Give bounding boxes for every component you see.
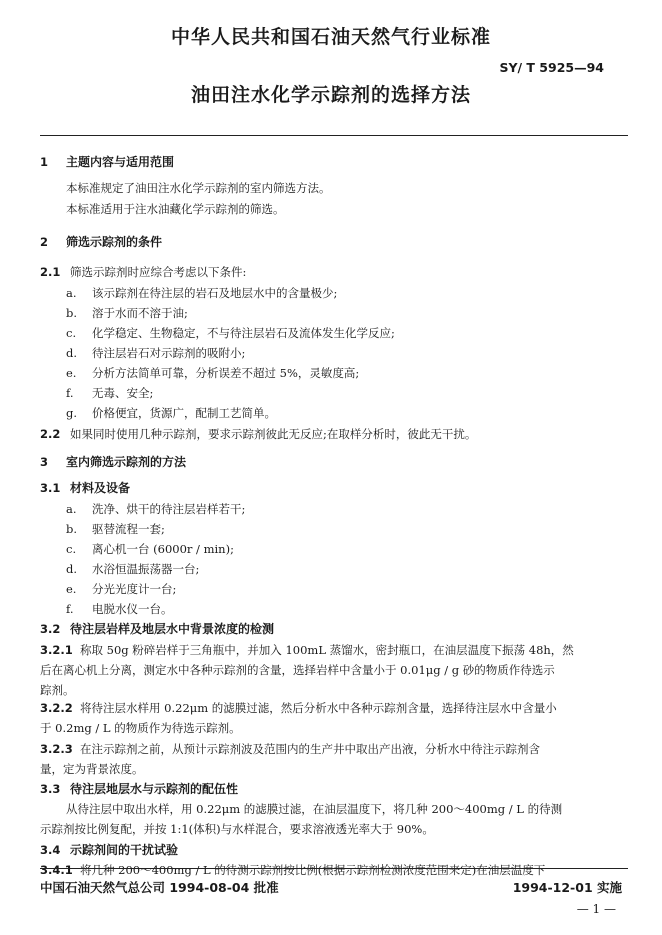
clause-number: 3.3 — [40, 782, 61, 796]
clause-text: 踪剂。 — [40, 683, 75, 697]
clause-number: b. — [66, 522, 78, 536]
clause-text: 将待注层水样用 0.22μm 的滤膜过滤，然后分析水中各种示踪剂含量，选择待注层水中含量小 — [80, 701, 557, 715]
clause-number: e. — [66, 366, 77, 380]
text-line — [40, 152, 174, 172]
implementation-date: 1994-12-01 实施 — [512, 880, 622, 895]
clause-text: 示踪剂间的干扰试验 — [70, 843, 179, 857]
text-line — [40, 660, 555, 680]
clause-text: 离心机一台 (6000r / min); — [92, 542, 234, 556]
text-line — [66, 799, 562, 819]
text-line — [66, 283, 337, 303]
text-line — [66, 303, 188, 323]
clause-number: 3.4 — [40, 843, 61, 857]
clause-number: 1 — [40, 155, 49, 169]
text-line — [66, 559, 199, 579]
clause-number: 3.4.1 — [40, 863, 73, 877]
clause-text: 待注层地层水与示踪剂的配伍性 — [70, 782, 239, 796]
clause-text: 分析方法简单可靠，分析误差不超过 5%，灵敏度高; — [92, 366, 360, 380]
clause-text: 化学稳定、生物稳定，不与待注层岩石及流体发生化学反应; — [92, 326, 395, 340]
clause-text: 室内筛选示踪剂的方法 — [66, 455, 187, 469]
clause-text: 溶于水而不溶于油; — [92, 306, 188, 320]
clause-text: 主题内容与适用范围 — [66, 155, 175, 169]
clause-text: 驱替流程一套; — [92, 522, 165, 536]
clause-text: 称取 50g 粉碎岩样于三角瓶中，并加入 100mL 蒸馏水，密封瓶口，在油层温度下振荡 48h，然 — [80, 643, 574, 657]
clause-text: 无毒、安全; — [92, 386, 154, 400]
clause-number: 3.2.1 — [40, 643, 73, 657]
clause-number: a. — [66, 286, 77, 300]
text-line — [40, 640, 574, 660]
text-line — [40, 739, 540, 759]
clause-text: 洗净、烘干的待注层岩样若干; — [92, 502, 246, 516]
clause-text: 筛选示踪剂的条件 — [66, 235, 163, 249]
text-line — [66, 539, 234, 559]
text-line — [40, 698, 557, 718]
clause-number: f. — [66, 602, 74, 616]
text-line — [66, 323, 395, 343]
clause-number: g. — [66, 406, 78, 420]
clause-number: d. — [66, 346, 78, 360]
clause-text: 价格便宜，货源广，配制工艺简单。 — [92, 406, 276, 420]
clause-number: d. — [66, 562, 78, 576]
document-title: 油田注水化学示踪剂的选择方法 — [190, 84, 471, 106]
clause-text: 电脱水仪一台。 — [92, 602, 173, 616]
text-line — [40, 619, 274, 639]
standard-code: SY/ T 5925—94 — [499, 60, 604, 75]
text-line — [40, 680, 75, 700]
page-number: — 1 — — [576, 902, 616, 916]
text-line — [66, 199, 285, 219]
clause-text: 待注层岩石对示踪剂的吸附小; — [92, 346, 246, 360]
clause-number: 3.1 — [40, 481, 61, 495]
text-line — [40, 819, 434, 839]
clause-text: 将几种 200～400mg / L 的待测示踪剂按比例(根据示踪剂检测浓度范围来定)在油层温度下 — [80, 863, 546, 877]
clause-text: 在注示踪剂之前，从预计示踪剂波及范围内的生产井中取出产出液，分析水中待注示踪剂含 — [80, 742, 540, 756]
header-divider — [40, 135, 628, 136]
text-line — [66, 363, 359, 383]
text-line — [66, 383, 153, 403]
text-line — [40, 840, 178, 860]
clause-text: 材料及设备 — [70, 481, 131, 495]
clause-text: 后在离心机上分离，测定水中各种示踪剂的含量，选择岩样中含量小于 0.01μg / g 砂的物质作待选示 — [40, 663, 555, 677]
clause-text: 示踪剂按比例复配，并按 1:1(体积)与水样混合，要求溶液透光率大于 90%。 — [40, 822, 434, 836]
text-line — [66, 599, 173, 619]
clause-number: 3.2.2 — [40, 701, 73, 715]
clause-number: 3 — [40, 455, 49, 469]
text-line — [66, 519, 165, 539]
clause-text: 筛选示踪剂时应综合考虑以下条件: — [70, 265, 247, 279]
text-line — [66, 579, 176, 599]
text-line — [40, 232, 162, 252]
clause-number: 2.1 — [40, 265, 61, 279]
text-line — [40, 718, 241, 738]
clause-text: 该示踪剂在待注层的岩石及地层水中的含量极少; — [92, 286, 338, 300]
text-line — [40, 779, 238, 799]
clause-number: c. — [66, 542, 77, 556]
clause-number: b. — [66, 306, 78, 320]
text-line — [40, 262, 246, 282]
text-line — [40, 424, 476, 444]
clause-text: 于 0.2mg / L 的物质作为待选示踪剂。 — [40, 721, 241, 735]
standard-category-title: 中华人民共和国石油天然气行业标准 — [170, 26, 491, 48]
clause-number: a. — [66, 502, 77, 516]
clause-number: c. — [66, 326, 77, 340]
clause-text: 待注层岩样及地层水中背景浓度的检测 — [70, 622, 275, 636]
text-line — [40, 478, 130, 498]
text-line — [40, 759, 144, 779]
clause-number: 3.2 — [40, 622, 61, 636]
clause-number: 2 — [40, 235, 49, 249]
clause-text: 量，定为背景浓度。 — [40, 762, 144, 776]
clause-number: f. — [66, 386, 74, 400]
approval-note: 中国石油天然气总公司 1994-08-04 批准 — [40, 880, 279, 895]
clause-text: 从待注层中取出水样，用 0.22μm 的滤膜过滤，在油层温度下，将几种 200～400mg / L 的待测 — [66, 802, 563, 816]
clause-text: 本标准规定了油田注水化学示踪剂的室内筛选方法。 — [66, 181, 331, 195]
text-line — [66, 499, 245, 519]
text-line — [66, 403, 276, 423]
text-line — [40, 452, 186, 472]
clause-text: 如果同时使用几种示踪剂，要求示踪剂彼此无反应;在取样分析时，彼此无干扰。 — [70, 427, 477, 441]
clause-number: 2.2 — [40, 427, 61, 441]
clause-number: e. — [66, 582, 77, 596]
text-line — [40, 860, 545, 880]
text-line — [66, 178, 331, 198]
text-line — [66, 343, 245, 363]
clause-text: 分光光度计一台; — [92, 582, 177, 596]
clause-text: 水浴恒温振荡器一台; — [92, 562, 200, 576]
clause-number: 3.2.3 — [40, 742, 73, 756]
footer-divider — [40, 868, 628, 869]
clause-text: 本标准适用于注水油藏化学示踪剂的筛选。 — [66, 202, 285, 216]
